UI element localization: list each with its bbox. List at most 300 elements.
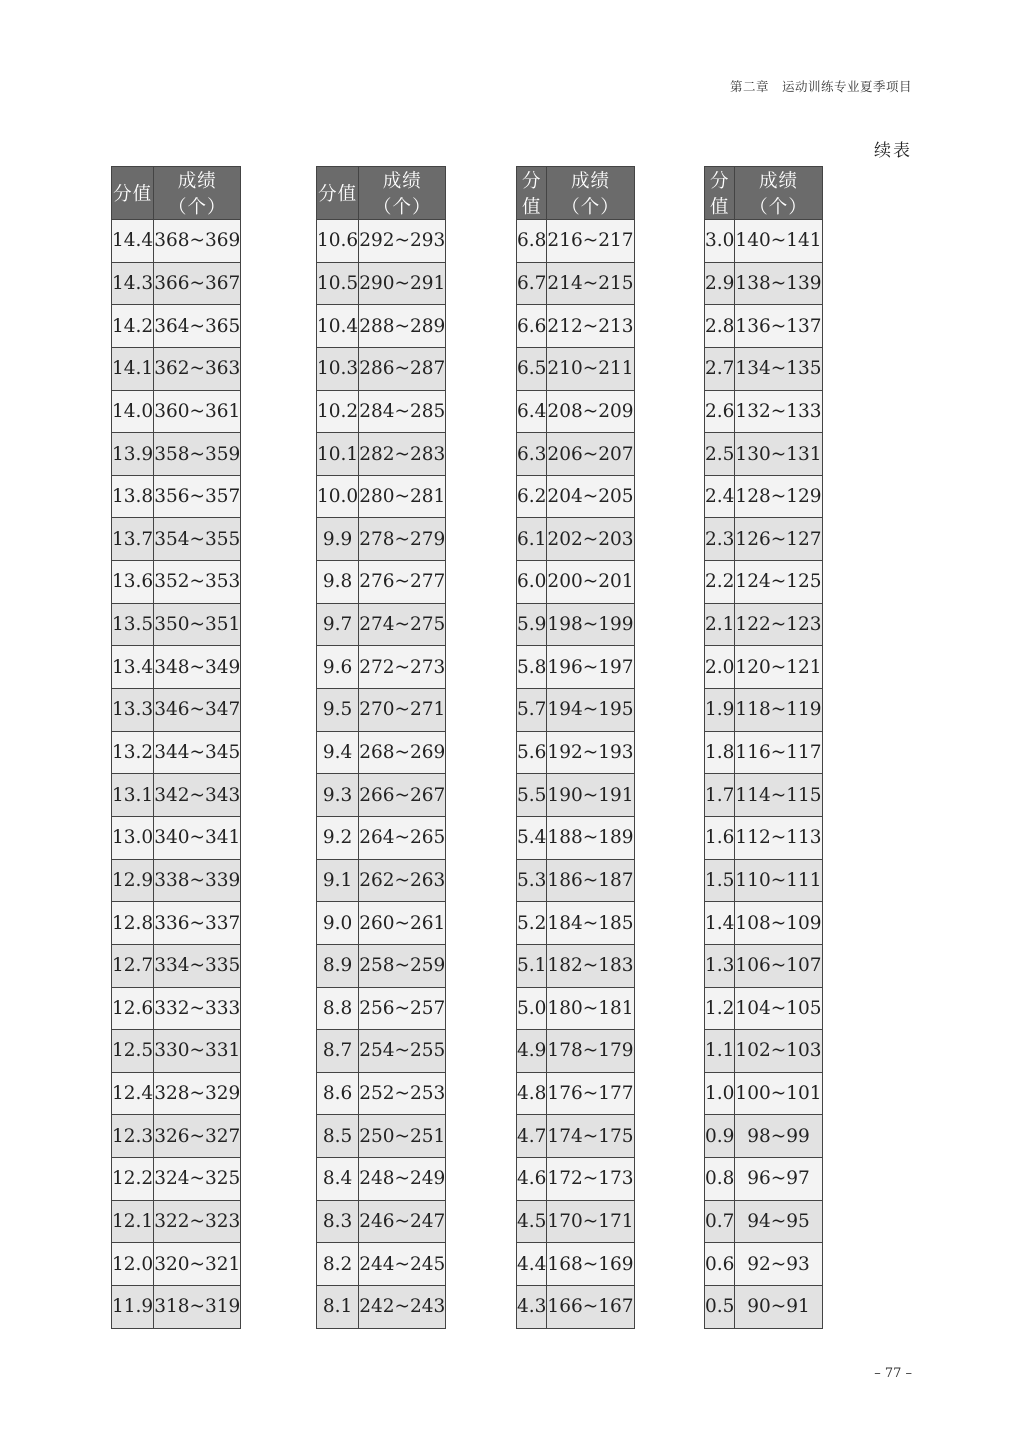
table-row [112,347,241,390]
score-cell: 13.9 [112,433,154,476]
table-row [112,220,241,263]
table-row [517,944,635,987]
score-cell: 1.1 [705,1030,735,1073]
result-cell: 108~109 [735,902,822,945]
result-cell: 344~345 [154,731,241,774]
result-cell: 166~167 [547,1286,634,1329]
result-cell: 320~321 [154,1243,241,1286]
result-cell: 330~331 [154,1030,241,1073]
result-cell: 196~197 [547,646,634,689]
result-cell: 326~327 [154,1115,241,1158]
score-cell: 14.3 [112,262,154,305]
result-cell: 126~127 [735,518,822,561]
score-cell: 4.4 [517,1243,547,1286]
score-cell: 0.6 [705,1243,735,1286]
score-cell: 6.7 [517,262,547,305]
result-cell: 342~343 [154,774,241,817]
table-row [705,646,823,689]
table-row [112,731,241,774]
table-row [112,902,241,945]
score-cell: 5.6 [517,731,547,774]
result-cell: 368~369 [154,220,241,263]
score-cell: 8.2 [317,1243,359,1286]
table-row [317,859,446,902]
score-cell: 4.7 [517,1115,547,1158]
result-cell: 340~341 [154,816,241,859]
score-cell: 4.3 [517,1286,547,1329]
table-row [517,774,635,817]
result-cell: 200~201 [547,561,634,604]
score-cell: 12.2 [112,1158,154,1201]
table-row [317,347,446,390]
score-cell: 1.0 [705,1072,735,1115]
table-row [112,390,241,433]
result-cell: 336~337 [154,902,241,945]
result-cell: 188~189 [547,816,634,859]
result-cell: 242~243 [359,1286,446,1329]
result-cell: 192~193 [547,731,634,774]
table-row [517,347,635,390]
result-cell: 96~97 [735,1158,822,1201]
score-cell: 0.5 [705,1286,735,1329]
result-cell: 364~365 [154,305,241,348]
result-cell: 208~209 [547,390,634,433]
result-cell: 172~173 [547,1158,634,1201]
table-row [112,987,241,1030]
score-cell: 6.0 [517,561,547,604]
score-cell: 13.5 [112,603,154,646]
score-cell: 1.6 [705,816,735,859]
score-cell: 2.8 [705,305,735,348]
result-cell: 112~113 [735,816,822,859]
result-cell: 286~287 [359,347,446,390]
result-cell: 254~255 [359,1030,446,1073]
table-row [517,1286,635,1329]
score-cell: 13.4 [112,646,154,689]
table-row [317,603,446,646]
result-cell: 348~349 [154,646,241,689]
score-cell: 6.3 [517,433,547,476]
score-cell: 3.0 [705,220,735,263]
score-cell: 2.0 [705,646,735,689]
result-cell: 272~273 [359,646,446,689]
score-cell: 4.9 [517,1030,547,1073]
score-cell: 4.8 [517,1072,547,1115]
page-number: – 77 – [874,1366,912,1381]
result-cell: 350~351 [154,603,241,646]
score-cell: 6.4 [517,390,547,433]
table-row [705,902,823,945]
result-cell: 246~247 [359,1200,446,1243]
score-cell: 2.1 [705,603,735,646]
score-cell: 2.9 [705,262,735,305]
table-row [112,1030,241,1073]
score-cell: 2.4 [705,475,735,518]
table-row [517,603,635,646]
result-cell: 184~185 [547,902,634,945]
score-header: 分值 [705,167,735,220]
table-row [112,305,241,348]
result-cell: 182~183 [547,944,634,987]
table-row [705,1243,823,1286]
score-cell: 12.9 [112,859,154,902]
score-cell: 9.7 [317,603,359,646]
result-header: 成绩（个） [154,167,241,220]
table-row [705,816,823,859]
result-cell: 114~115 [735,774,822,817]
result-cell: 256~257 [359,987,446,1030]
table-row [112,475,241,518]
table-row [517,433,635,476]
score-cell: 10.4 [317,305,359,348]
table-row [705,987,823,1030]
score-cell: 0.8 [705,1158,735,1201]
table-row [517,646,635,689]
table-row [705,1200,823,1243]
table-row [705,1286,823,1329]
result-cell: 202~203 [547,518,634,561]
score-cell: 8.4 [317,1158,359,1201]
result-cell: 138~139 [735,262,822,305]
table-row [317,1200,446,1243]
result-cell: 352~353 [154,561,241,604]
score-cell: 9.9 [317,518,359,561]
score-cell: 11.9 [112,1286,154,1329]
score-cell: 4.5 [517,1200,547,1243]
score-cell: 14.1 [112,347,154,390]
result-cell: 194~195 [547,689,634,732]
table-row [317,1030,446,1073]
table-row [317,518,446,561]
table-row [517,561,635,604]
score-header: 分值 [317,167,359,220]
score-cell: 13.7 [112,518,154,561]
table-row [705,561,823,604]
score-cell: 13.3 [112,689,154,732]
table-row [517,518,635,561]
table-row [517,1115,635,1158]
table-row [705,390,823,433]
table-row [517,987,635,1030]
score-cell: 12.8 [112,902,154,945]
score-header: 分值 [517,167,547,220]
score-cell: 10.6 [317,220,359,263]
result-cell: 284~285 [359,390,446,433]
result-cell: 174~175 [547,1115,634,1158]
result-cell: 132~133 [735,390,822,433]
result-cell: 334~335 [154,944,241,987]
score-cell: 5.0 [517,987,547,1030]
score-cell: 12.1 [112,1200,154,1243]
result-cell: 360~361 [154,390,241,433]
result-cell: 292~293 [359,220,446,263]
score-cell: 9.3 [317,774,359,817]
score-cell: 8.7 [317,1030,359,1073]
score-cell: 9.2 [317,816,359,859]
table-row [705,1030,823,1073]
table-row [705,731,823,774]
table-row [705,859,823,902]
result-cell: 248~249 [359,1158,446,1201]
result-cell: 90~91 [735,1286,822,1329]
score-cell: 5.7 [517,689,547,732]
table-row [317,475,446,518]
continued-label: 续表 [874,141,912,161]
score-cell: 10.1 [317,433,359,476]
table-row [517,1072,635,1115]
result-cell: 258~259 [359,944,446,987]
table-row [317,305,446,348]
result-header: 成绩（个） [359,167,446,220]
table-row [112,262,241,305]
table-row [317,944,446,987]
table-row [517,731,635,774]
score-cell: 2.5 [705,433,735,476]
result-cell: 180~181 [547,987,634,1030]
table-row [112,859,241,902]
score-cell: 2.2 [705,561,735,604]
result-cell: 134~135 [735,347,822,390]
result-cell: 124~125 [735,561,822,604]
result-cell: 168~169 [547,1243,634,1286]
table-row [317,1243,446,1286]
score-cell: 6.6 [517,305,547,348]
score-cell: 1.7 [705,774,735,817]
score-cell: 8.3 [317,1200,359,1243]
score-cell: 13.2 [112,731,154,774]
score-cell: 9.6 [317,646,359,689]
result-cell: 260~261 [359,902,446,945]
result-cell: 204~205 [547,475,634,518]
result-cell: 356~357 [154,475,241,518]
score-cell: 0.9 [705,1115,735,1158]
score-cell: 6.8 [517,220,547,263]
result-cell: 212~213 [547,305,634,348]
result-cell: 266~267 [359,774,446,817]
table-row [112,603,241,646]
result-cell: 92~93 [735,1243,822,1286]
score-cell: 4.6 [517,1158,547,1201]
result-cell: 116~117 [735,731,822,774]
result-cell: 282~283 [359,433,446,476]
result-cell: 102~103 [735,1030,822,1073]
table-row [112,518,241,561]
result-cell: 288~289 [359,305,446,348]
table-row [705,347,823,390]
score-cell: 0.7 [705,1200,735,1243]
score-cell: 8.1 [317,1286,359,1329]
result-cell: 140~141 [735,220,822,263]
score-cell: 13.1 [112,774,154,817]
score-cell: 5.9 [517,603,547,646]
score-cell: 1.2 [705,987,735,1030]
table-row [317,731,446,774]
table-row [112,1158,241,1201]
table-row [517,816,635,859]
score-cell: 9.4 [317,731,359,774]
result-cell: 104~105 [735,987,822,1030]
result-cell: 130~131 [735,433,822,476]
score-cell: 9.0 [317,902,359,945]
score-cell: 5.4 [517,816,547,859]
score-cell: 1.4 [705,902,735,945]
score-table-1 [111,166,241,1329]
score-cell: 13.6 [112,561,154,604]
table-row [112,1243,241,1286]
score-cell: 12.0 [112,1243,154,1286]
table-row [517,262,635,305]
table-row [705,262,823,305]
score-table-2 [316,166,446,1329]
result-cell: 118~119 [735,689,822,732]
score-cell: 6.5 [517,347,547,390]
result-cell: 324~325 [154,1158,241,1201]
result-cell: 328~329 [154,1072,241,1115]
result-cell: 318~319 [154,1286,241,1329]
table-row [317,561,446,604]
score-cell: 14.2 [112,305,154,348]
result-cell: 170~171 [547,1200,634,1243]
table-row [112,944,241,987]
score-table-4 [704,166,823,1329]
result-cell: 358~359 [154,433,241,476]
result-cell: 264~265 [359,816,446,859]
result-cell: 216~217 [547,220,634,263]
score-cell: 2.6 [705,390,735,433]
score-cell: 1.5 [705,859,735,902]
table-row [317,1158,446,1201]
score-cell: 12.6 [112,987,154,1030]
table-row [112,689,241,732]
result-cell: 362~363 [154,347,241,390]
table-row [705,220,823,263]
score-cell: 8.9 [317,944,359,987]
score-cell: 2.7 [705,347,735,390]
table-row [317,902,446,945]
score-cell: 6.1 [517,518,547,561]
score-table-3 [516,166,635,1329]
score-cell: 5.5 [517,774,547,817]
result-cell: 262~263 [359,859,446,902]
table-row [705,603,823,646]
score-cell: 9.1 [317,859,359,902]
table-row [705,475,823,518]
table-row [112,646,241,689]
score-cell: 8.8 [317,987,359,1030]
score-cell: 13.0 [112,816,154,859]
result-cell: 290~291 [359,262,446,305]
result-cell: 176~177 [547,1072,634,1115]
result-cell: 366~367 [154,262,241,305]
score-cell: 1.9 [705,689,735,732]
result-header: 成绩（个） [547,167,634,220]
result-cell: 268~269 [359,731,446,774]
result-cell: 252~253 [359,1072,446,1115]
result-cell: 106~107 [735,944,822,987]
table-row [517,220,635,263]
score-cell: 12.3 [112,1115,154,1158]
table-row [317,816,446,859]
result-cell: 136~137 [735,305,822,348]
result-cell: 122~123 [735,603,822,646]
result-cell: 280~281 [359,475,446,518]
table-row [517,1200,635,1243]
table-row [705,944,823,987]
result-cell: 94~95 [735,1200,822,1243]
result-cell: 250~251 [359,1115,446,1158]
score-cell: 5.2 [517,902,547,945]
table-row [112,816,241,859]
score-cell: 2.3 [705,518,735,561]
score-cell: 12.4 [112,1072,154,1115]
score-cell: 9.8 [317,561,359,604]
score-cell: 10.5 [317,262,359,305]
result-cell: 178~179 [547,1030,634,1073]
result-cell: 120~121 [735,646,822,689]
result-cell: 278~279 [359,518,446,561]
table-row [317,1115,446,1158]
score-cell: 10.3 [317,347,359,390]
table-row [705,689,823,732]
result-cell: 190~191 [547,774,634,817]
result-cell: 206~207 [547,433,634,476]
result-cell: 128~129 [735,475,822,518]
score-cell: 10.2 [317,390,359,433]
result-cell: 322~323 [154,1200,241,1243]
score-cell: 13.8 [112,475,154,518]
table-row [705,1072,823,1115]
table-row [705,1158,823,1201]
table-row [317,220,446,263]
table-row [317,1072,446,1115]
running-head: 第二章 运动训练专业夏季项目 [729,79,912,94]
table-row [317,390,446,433]
score-cell: 8.5 [317,1115,359,1158]
table-row [112,1286,241,1329]
score-cell: 8.6 [317,1072,359,1115]
result-cell: 274~275 [359,603,446,646]
result-cell: 276~277 [359,561,446,604]
table-row [517,1158,635,1201]
result-cell: 110~111 [735,859,822,902]
result-cell: 214~215 [547,262,634,305]
table-row [317,262,446,305]
table-row [517,475,635,518]
table-row [705,433,823,476]
table-row [112,774,241,817]
table-row [317,433,446,476]
table-row [317,646,446,689]
result-cell: 270~271 [359,689,446,732]
score-header: 分值 [112,167,154,220]
score-cell: 12.7 [112,944,154,987]
result-header: 成绩（个） [735,167,822,220]
result-cell: 186~187 [547,859,634,902]
table-row [517,1243,635,1286]
score-cell: 6.2 [517,475,547,518]
table-row [517,902,635,945]
table-row [705,1115,823,1158]
score-cell: 5.3 [517,859,547,902]
table-row [317,1286,446,1329]
result-cell: 354~355 [154,518,241,561]
table-row [317,774,446,817]
table-row [705,305,823,348]
table-row [112,1115,241,1158]
table-row [317,689,446,732]
score-cell: 9.5 [317,689,359,732]
table-row [112,433,241,476]
